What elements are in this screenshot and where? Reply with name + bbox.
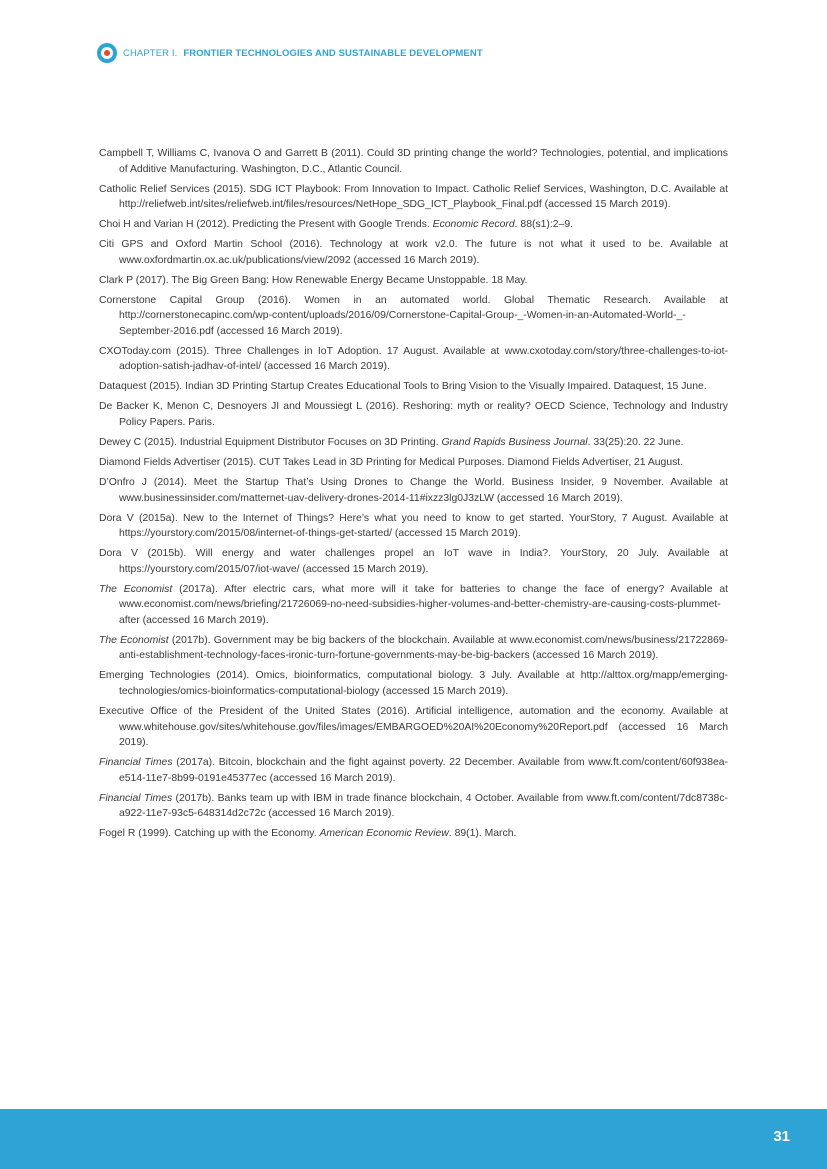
reference-text: Emerging Technologies (2014). Omics, bioinformatics, computational biology. 3 July. Available at http://alttox.org/mapp/emerging-technologies/omics-bioinformatics-computational-biology (accessed 15 March 2019). xyxy=(99,670,728,698)
reference-entry xyxy=(99,546,728,577)
chapter-label: CHAPTER I. xyxy=(123,47,178,59)
reference-italic-title: The Economist xyxy=(99,583,173,595)
reference-italic-title: American Economic Review xyxy=(319,828,449,840)
reference-entry xyxy=(99,399,728,430)
reference-text: De Backer K, Menon C, Desnoyers JI and Moussiegt L (2016). Reshoring: myth or reality? OECD Science, Technology and Industry Policy Papers. Paris. xyxy=(99,401,728,429)
reference-entry xyxy=(99,633,728,664)
reference-entry xyxy=(99,217,728,233)
target-icon xyxy=(97,43,117,63)
reference-text: (2017a). After electric cars, what more will it take for batteries to change the face of energy? Available at www.economist.com/news/briefing/21726069-no-need-subsidies-higher-volumes-and-better-chemistry-are-causing-costs-plummet-after (accessed 16 March 2019). xyxy=(119,583,728,626)
reference-entry xyxy=(99,668,728,699)
reference-text: Citi GPS and Oxford Martin School (2016). Technology at work v2.0. The future is not what it used to be. Available at www.oxfordmartin.ox.ac.uk/publications/view/2092 (accessed 16 March 2019). xyxy=(99,239,728,266)
page-number: 31 xyxy=(773,1128,790,1145)
reference-text: Choi H and Varian H (2012). Predicting the Present with Google Trends. xyxy=(99,219,433,231)
reference-text: Dora V (2015b). Will energy and water challenges propel an IoT wave in India?. YourStory, 20 July. Available at https://yourstory.com/2015/07/iot-wave/ (accessed 15 March 2019). xyxy=(99,548,728,575)
reference-text: Dewey C (2015). Industrial Equipment Distributor Focuses on 3D Printing. xyxy=(99,437,442,449)
reference-entry xyxy=(99,182,728,213)
reference-entry xyxy=(99,475,728,506)
reference-text: Clark P (2017). The Big Green Bang: How Renewable Energy Became Unstoppable. 18 May. xyxy=(99,274,528,286)
reference-text: (2017a). Bitcoin, blockchain and the fight against poverty. 22 December. Available from www.ft.com/content/60f938ea-e514-11e7-8b99-0191e45377ec (accessed 16 March 2019). xyxy=(119,757,728,784)
reference-text: Dora V (2015a). New to the Internet of Things? Here’s what you need to know to get started. YourStory, 7 August. Available at https://yourstory.com/2015/08/internet-of-things-get-started/ (accessed 15 March 2019). xyxy=(99,512,728,540)
reference-text: . 33(25):20. 22 June. xyxy=(587,437,684,449)
reference-text: (2017b). Banks team up with IBM in trade finance blockchain, 4 October. Available from www.ft.com/content/7dc8738c-a922-11e7-93c5-648314d2c72c (accessed 16 March 2019). xyxy=(119,792,728,820)
reference-text: (2017b). Government may be big backers of the blockchain. Available at www.economist.com/news/business/21722869-anti-establishment-technology-faces-ironic-turn-fortune-governments-may-be-big-backers (accessed 16 March 2019). xyxy=(119,634,728,662)
reference-text: Fogel R (1999). Catching up with the Economy. xyxy=(99,828,320,840)
reference-entry xyxy=(99,146,728,177)
reference-list xyxy=(99,146,728,846)
reference-text: D’Onfro J (2014). Meet the Startup That’s Using Drones to Change the World. Business Insider, 9 November. Available at www.businessinsider.com/matternet-uav-delivery-drones-2014-11#ixzz3lg0J3zLW (accessed 16 March 2019). xyxy=(99,476,728,504)
reference-entry xyxy=(99,511,728,542)
footer-bar xyxy=(0,1109,827,1169)
reference-text: Diamond Fields Advertiser (2015). CUT Takes Lead in 3D Printing for Medical Purposes. Diamond Fields Advertiser, 21 August. xyxy=(99,457,684,468)
reference-entry xyxy=(99,237,728,268)
reference-entry xyxy=(99,379,728,395)
reference-entry xyxy=(99,826,728,842)
reference-italic-title: The Economist xyxy=(99,634,169,646)
reference-entry xyxy=(99,344,728,375)
reference-text: Cornerstone Capital Group (2016). Women in an automated world. Global Thematic Research. Available at http://cornerstonecapinc.com/wp-content/uploads/2016/09/Cornerstone-Capital-Group-_-Women-in-an-Automated-World-_-September-2016.pdf (accessed 16 March 2019). xyxy=(99,294,728,337)
reference-entry xyxy=(99,293,728,340)
reference-text: Executive Office of the President of the United States (2016). Artificial intelligence, automation and the economy. Available at www.whitehouse.gov/sites/whitehouse.gov/files/images/EMBARGOED%20AI%20Economy%20Report.pdf (accessed 16 March 2019). xyxy=(99,706,728,749)
reference-entry xyxy=(99,273,728,289)
reference-text: Campbell T, Williams C, Ivanova O and Garrett B (2011). Could 3D printing change the world? Technologies, potential, and implications of Additive Manufacturing. Washington, D.C., Atlantic Council. xyxy=(99,148,728,175)
reference-text: . 88(s1):2–9. xyxy=(514,219,573,231)
reference-text: CXOToday.com (2015). Three Challenges in IoT Adoption. 17 August. Available at www.cxotoday.com/story/three-challenges-to-iot-adoption-satish-jadhav-of-intel/ (accessed 16 March 2019). xyxy=(99,345,728,373)
reference-entry xyxy=(99,455,728,471)
reference-text: . 89(1). March. xyxy=(448,828,517,840)
reference-entry xyxy=(99,582,728,629)
reference-entry xyxy=(99,435,728,451)
reference-italic-title: Grand Rapids Business Journal xyxy=(441,437,588,449)
chapter-title: FRONTIER TECHNOLOGIES AND SUSTAINABLE DEVELOPMENT xyxy=(183,47,483,59)
reference-italic-title: Financial Times xyxy=(99,792,173,804)
reference-entry xyxy=(99,755,728,786)
reference-text: Dataquest (2015). Indian 3D Printing Startup Creates Educational Tools to Bring Vision to the Visually Impaired. Dataquest, 15 June. xyxy=(99,381,707,393)
reference-italic-title: Financial Times xyxy=(99,757,173,769)
reference-italic-title: Economic Record xyxy=(432,219,515,231)
reference-entry xyxy=(99,704,728,751)
reference-entry xyxy=(99,791,728,822)
reference-text: Catholic Relief Services (2015). SDG ICT Playbook: From Innovation to Impact. Catholic Relief Services, Washington, D.C. Available at http://reliefweb.int/sites/reliefweb.int/files/resources/NetHope_SDG_ICT_Playbook_Final.pdf (accessed 15 March 2019). xyxy=(99,183,728,211)
chapter-header xyxy=(97,42,483,64)
